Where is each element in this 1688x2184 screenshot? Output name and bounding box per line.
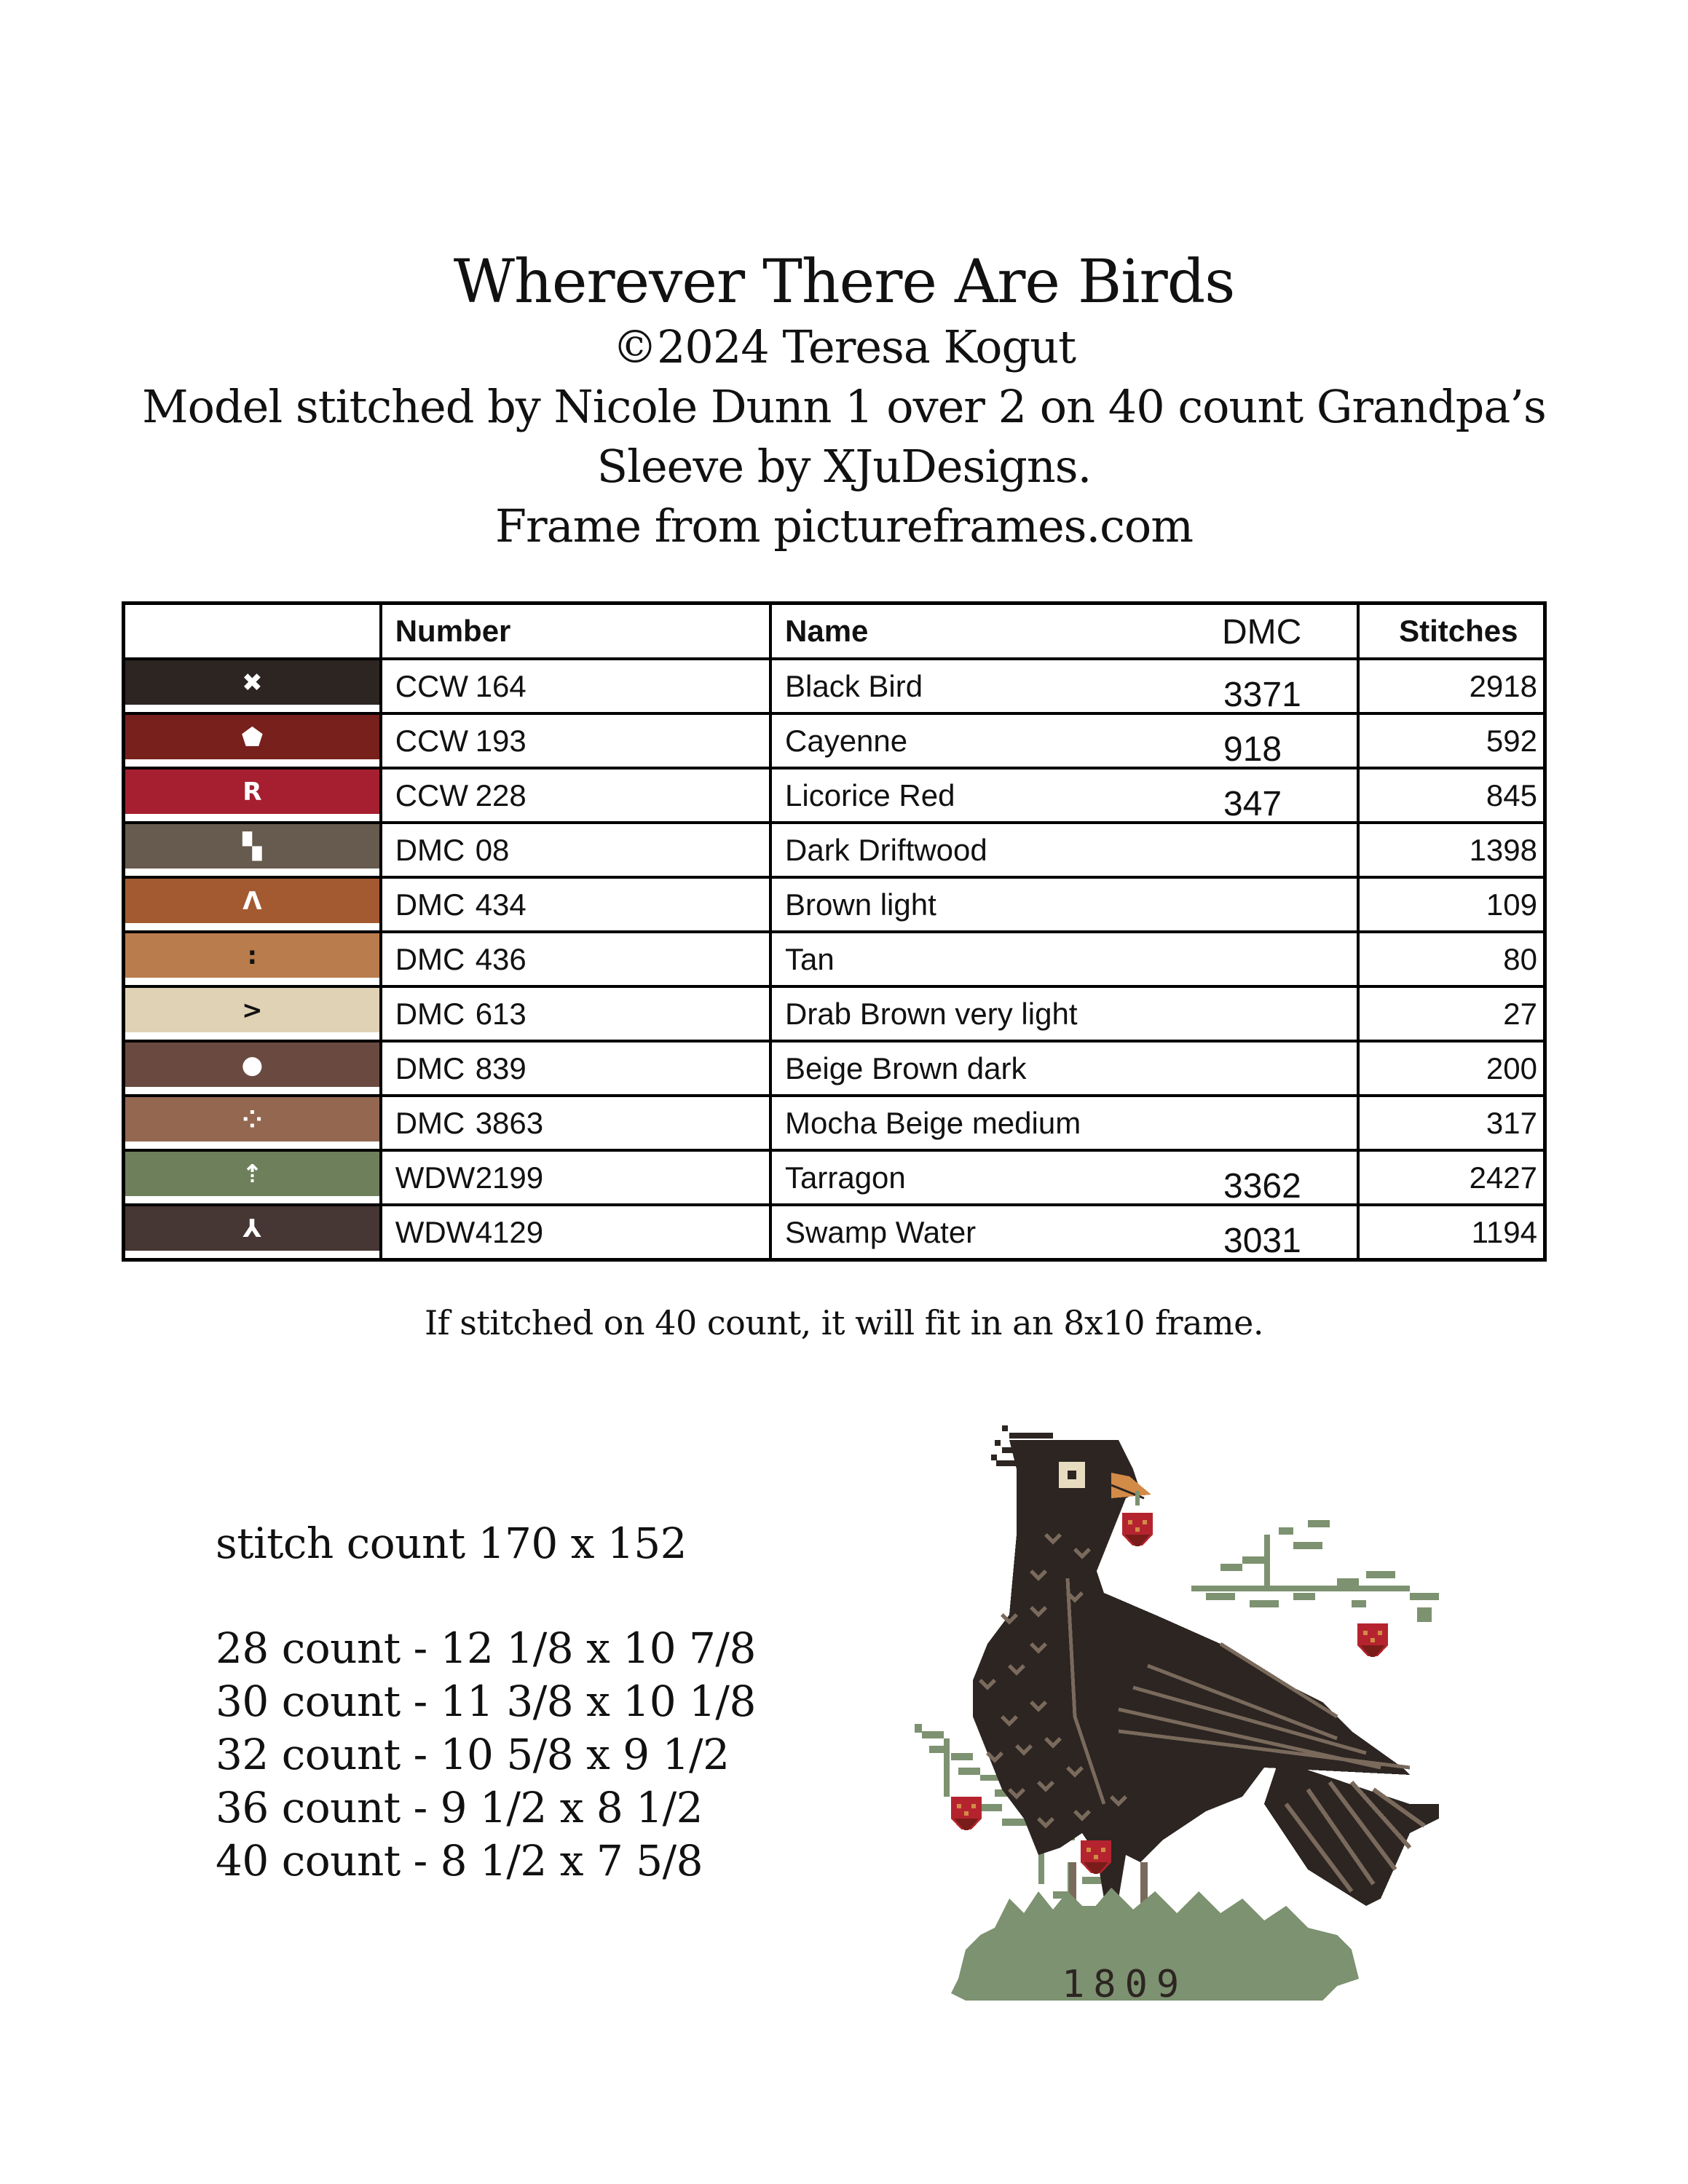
diagonal-dots-icon: ⁘ xyxy=(242,1104,263,1134)
snowman-icon: ● xyxy=(241,1050,264,1080)
symbol-cell xyxy=(124,932,381,986)
number-cell xyxy=(381,713,770,768)
number-cell xyxy=(381,877,770,932)
brand-label: WDW xyxy=(395,1214,476,1249)
x-cross-icon: ✖ xyxy=(242,668,263,697)
floss-number: 4129 xyxy=(475,1214,544,1249)
symbol-cell xyxy=(124,1150,381,1205)
color-swatch xyxy=(125,1206,379,1251)
tree-arrow-icon: ⇡ xyxy=(242,1159,263,1189)
name-cell xyxy=(770,1041,1358,1096)
stitches-cell: 2918 xyxy=(1358,659,1545,713)
stitches-cell: 200 xyxy=(1358,1041,1545,1096)
stitches-cell: 80 xyxy=(1358,932,1545,986)
brand-label: CCW xyxy=(395,723,469,758)
name-cell xyxy=(770,1205,1358,1260)
caret-up-icon: Λ xyxy=(242,886,262,916)
floss-name: Tarragon xyxy=(785,1160,906,1195)
header-dmc: DMC xyxy=(1222,613,1302,652)
pentagon-icon: ⬟ xyxy=(241,722,264,752)
number-cell xyxy=(381,986,770,1041)
stitches-cell: 592 xyxy=(1358,713,1545,768)
brand-label: CCW xyxy=(395,668,469,703)
model-credit-line-1: Model stitched by Nicole Dunn 1 over 2 on 40 count Grandpa’s xyxy=(142,380,1546,433)
dmc-equivalent: 3362 xyxy=(1223,1167,1301,1206)
name-cell xyxy=(770,713,1358,768)
table-row xyxy=(124,768,1545,823)
dmc-equivalent: 3371 xyxy=(1223,676,1301,714)
diagonal-squares-icon: ▚ xyxy=(242,831,262,861)
floss-name: Tan xyxy=(785,941,835,976)
number-cell xyxy=(381,659,770,713)
floss-name: Brown light xyxy=(785,887,936,922)
symbol-cell xyxy=(124,823,381,877)
model-credit-line-2: Sleeve by XJuDesigns. xyxy=(596,440,1092,493)
frame-credit-line: Frame from pictureframes.com xyxy=(494,499,1194,553)
tripod-icon: ⅄ xyxy=(242,1214,262,1243)
stitches-cell: 1398 xyxy=(1358,823,1545,877)
floss-name: Swamp Water xyxy=(785,1214,977,1249)
header-symbol xyxy=(124,604,381,660)
stitches-cell: 845 xyxy=(1358,768,1545,823)
size-chart xyxy=(216,1514,756,1888)
brand-label: CCW xyxy=(395,778,469,812)
bird-eye xyxy=(1059,1462,1085,1488)
table-row xyxy=(124,932,1545,986)
number-cell xyxy=(381,768,770,823)
number-cell xyxy=(381,932,770,986)
floss-number: 193 xyxy=(475,723,526,758)
header-number: Number xyxy=(381,604,770,660)
size-line-32: 32 count - 10 5/8 x 9 1/2 xyxy=(216,1730,730,1779)
name-cell xyxy=(770,1096,1358,1150)
color-swatch xyxy=(125,988,379,1032)
swatch-gap xyxy=(125,759,379,767)
table-row xyxy=(124,1205,1545,1260)
floss-number: 613 xyxy=(475,996,526,1031)
floss-name: Licorice Red xyxy=(785,778,955,812)
color-swatch xyxy=(125,1097,379,1142)
table-row xyxy=(124,713,1545,768)
header-name xyxy=(770,604,1358,660)
dmc-equivalent: 918 xyxy=(1223,730,1282,769)
greater-than-icon: > xyxy=(242,995,263,1025)
swatch-gap xyxy=(125,923,379,930)
floss-number: 434 xyxy=(475,887,526,922)
color-swatch xyxy=(125,933,379,978)
color-swatch xyxy=(125,1152,379,1196)
berry-left xyxy=(951,1797,982,1830)
color-swatch xyxy=(125,824,379,869)
table-row xyxy=(124,659,1545,713)
size-line-30: 30 count - 11 3/8 x 10 1/8 xyxy=(216,1677,756,1726)
brand-label: DMC xyxy=(395,832,465,867)
swatch-gap xyxy=(125,1032,379,1040)
stitches-cell: 2427 xyxy=(1358,1150,1545,1205)
floss-name: Black Bird xyxy=(785,668,923,703)
floss-name: Drab Brown very light xyxy=(785,996,1078,1031)
floss-number: 3863 xyxy=(475,1105,544,1140)
symbol-cell xyxy=(124,986,381,1041)
table-row xyxy=(124,1041,1545,1096)
stitches-cell: 317 xyxy=(1358,1096,1545,1150)
floss-number: 839 xyxy=(475,1051,526,1085)
color-swatch xyxy=(125,879,379,923)
brand-label: DMC xyxy=(395,941,465,976)
name-cell xyxy=(770,1150,1358,1205)
floss-name: Dark Driftwood xyxy=(785,832,987,867)
name-cell xyxy=(770,986,1358,1041)
symbol-cell xyxy=(124,768,381,823)
brand-label: DMC xyxy=(395,887,465,922)
brand-label: WDW xyxy=(395,1160,476,1195)
floss-name: Beige Brown dark xyxy=(785,1051,1027,1085)
swatch-gap xyxy=(125,978,379,985)
swatch-gap xyxy=(125,1196,379,1203)
number-cell xyxy=(381,1096,770,1150)
floss-number: 164 xyxy=(475,668,526,703)
frame-fit-note: If stitched on 40 count, it will fit in an 8x10 frame. xyxy=(424,1303,1264,1342)
table-row xyxy=(124,1150,1545,1205)
floss-number: 08 xyxy=(475,832,510,867)
floss-number: 436 xyxy=(475,941,526,976)
symbol-cell xyxy=(124,1096,381,1150)
swatch-gap xyxy=(125,1087,379,1094)
size-line-28: 28 count - 12 1/8 x 10 7/8 xyxy=(216,1623,756,1673)
name-cell xyxy=(770,823,1358,877)
header-name-label: Name xyxy=(785,614,869,648)
name-cell xyxy=(770,768,1358,823)
color-swatch xyxy=(125,1042,379,1087)
table-row xyxy=(124,823,1545,877)
pattern-title: Wherever There Are Birds xyxy=(453,248,1235,317)
brand-label: DMC xyxy=(395,1105,465,1140)
year-label: 1809 xyxy=(1062,1963,1188,2006)
swatch-gap xyxy=(125,869,379,876)
number-cell xyxy=(381,1205,770,1260)
stitches-cell: 1194 xyxy=(1358,1205,1545,1260)
brand-label: DMC xyxy=(395,996,465,1031)
floss-name: Cayenne xyxy=(785,723,908,758)
letter-r-icon: R xyxy=(242,777,262,807)
stitch-count: stitch count 170 x 152 xyxy=(216,1519,687,1568)
symbol-cell xyxy=(124,1041,381,1096)
swatch-gap xyxy=(125,1142,379,1149)
name-cell xyxy=(770,932,1358,986)
copyright-line: ©2024 Teresa Kogut xyxy=(612,320,1076,373)
color-swatch xyxy=(125,660,379,705)
berry-beak xyxy=(1122,1491,1153,1546)
floss-name: Mocha Beige medium xyxy=(785,1105,1081,1140)
number-cell xyxy=(381,823,770,877)
pattern-header xyxy=(0,248,1688,556)
stitches-cell: 27 xyxy=(1358,986,1545,1041)
size-line-40: 40 count - 8 1/2 x 7 5/8 xyxy=(216,1836,703,1886)
dmc-equivalent: 3031 xyxy=(1223,1222,1301,1260)
colon-dots-icon: : xyxy=(247,941,258,970)
name-cell xyxy=(770,877,1358,932)
table-row xyxy=(124,986,1545,1041)
dmc-equivalent: 347 xyxy=(1223,785,1282,823)
blackbird-artwork xyxy=(900,1425,1454,2030)
symbol-cell xyxy=(124,877,381,932)
symbol-cell xyxy=(124,713,381,768)
floss-key-table xyxy=(122,601,1547,1262)
header-stitches: Stitches xyxy=(1358,604,1545,660)
table-row xyxy=(124,1096,1545,1150)
table-row xyxy=(124,877,1545,932)
floss-number: 228 xyxy=(475,778,526,812)
number-cell xyxy=(381,1150,770,1205)
symbol-cell xyxy=(124,1205,381,1260)
brand-label: DMC xyxy=(395,1051,465,1085)
berry-right xyxy=(1357,1623,1388,1657)
table-header-row xyxy=(124,604,1545,660)
floss-number: 2199 xyxy=(475,1160,544,1195)
color-swatch xyxy=(125,769,379,814)
swatch-gap xyxy=(125,1251,379,1258)
swatch-gap xyxy=(125,814,379,821)
name-cell xyxy=(770,659,1358,713)
stitches-cell: 109 xyxy=(1358,877,1545,932)
blackbird-illustration xyxy=(900,1425,1454,2030)
color-swatch xyxy=(125,715,379,759)
swatch-gap xyxy=(125,705,379,712)
symbol-cell xyxy=(124,659,381,713)
size-line-36: 36 count - 9 1/2 x 8 1/2 xyxy=(216,1783,703,1832)
number-cell xyxy=(381,1041,770,1096)
